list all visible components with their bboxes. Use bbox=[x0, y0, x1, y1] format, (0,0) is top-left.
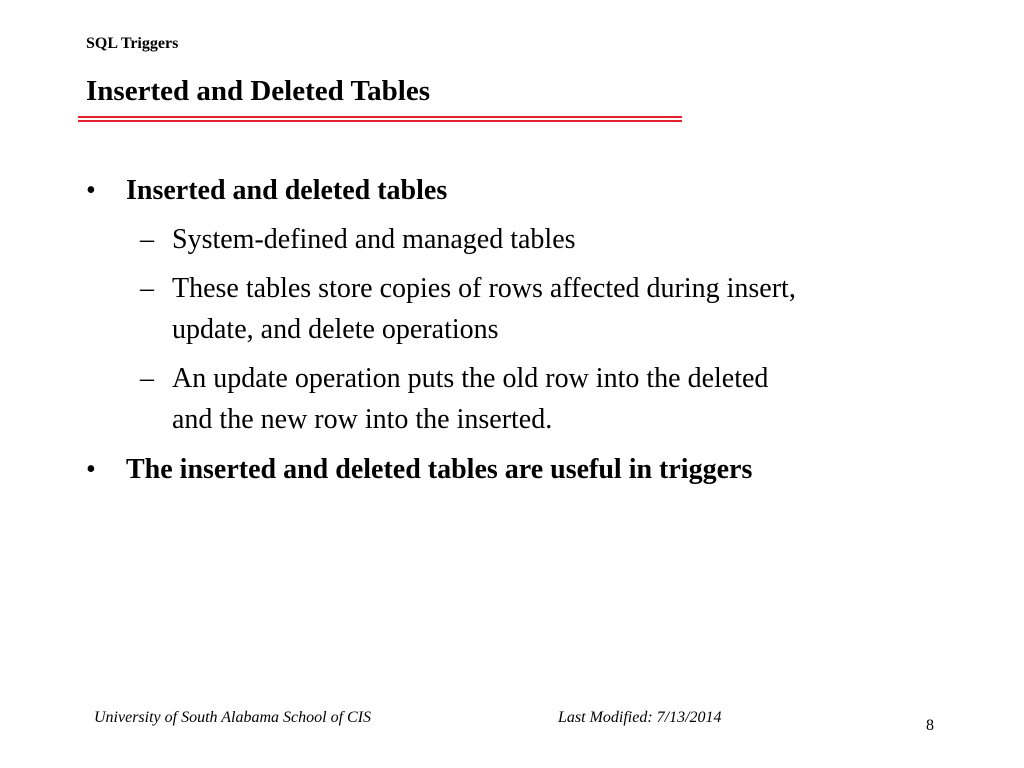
bullet-marker: • bbox=[86, 454, 96, 485]
dash-marker: – bbox=[140, 273, 154, 304]
sub-bullet-text: and the new row into the inserted. bbox=[172, 404, 553, 435]
bullet-text: The inserted and deleted tables are useful in triggers bbox=[126, 454, 753, 485]
dash-marker: – bbox=[140, 224, 154, 255]
dash-marker: – bbox=[140, 363, 154, 394]
page-number: 8 bbox=[926, 717, 934, 734]
footer-last-modified: Last Modified: 7/13/2014 bbox=[558, 709, 722, 726]
section-label: SQL Triggers bbox=[86, 35, 179, 52]
bullet-text: Inserted and deleted tables bbox=[126, 175, 448, 206]
sub-bullet-text: These tables store copies of rows affected during insert, bbox=[172, 273, 796, 304]
sub-bullet-text: System-defined and managed tables bbox=[172, 224, 576, 255]
footer-organization: University of South Alabama School of CIS bbox=[94, 709, 372, 726]
sub-bullet-text: An update operation puts the old row into the deleted bbox=[172, 363, 769, 394]
sub-bullet-text: update, and delete operations bbox=[172, 314, 499, 345]
slide-title: Inserted and Deleted Tables bbox=[86, 75, 431, 107]
bullet-marker: • bbox=[86, 175, 96, 206]
